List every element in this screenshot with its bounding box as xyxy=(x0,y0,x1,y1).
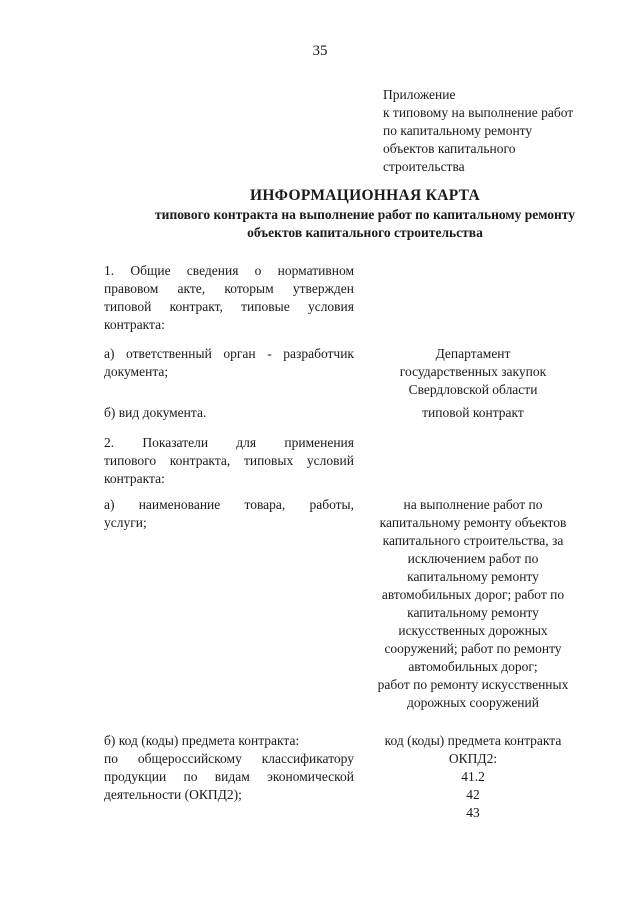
appendix-line: строительства xyxy=(383,159,465,174)
text-line: а) наименование товара, работы, xyxy=(104,497,354,512)
text-line: работ по ремонту искусственных xyxy=(377,677,569,692)
appendix-line: Приложение xyxy=(383,87,456,102)
text-line: 2. Показатели для применения xyxy=(104,435,354,450)
text-line: а) ответственный орган - разработчик xyxy=(104,346,354,361)
document-type-label xyxy=(104,404,354,422)
general-info-label xyxy=(104,262,354,334)
text-line: автомобильных дорог; работ по xyxy=(381,587,565,602)
okpd2-code: 43 xyxy=(466,805,480,820)
text-line: капитальному ремонту xyxy=(407,569,539,584)
text-line: по общероссийскому классификатору xyxy=(104,751,354,766)
indicators-label xyxy=(104,434,354,488)
text-line: б) вид документа. xyxy=(104,405,207,420)
text-line: капитальному ремонту xyxy=(407,605,539,620)
goods-name-value xyxy=(362,496,584,712)
text-line: продукции по видам экономической xyxy=(104,769,354,784)
goods-name-label xyxy=(104,496,354,532)
text-line: контракта: xyxy=(104,317,165,332)
title-sub-line: типового контракта на выполнение работ по капитальному ремонту xyxy=(155,207,575,222)
text-line: на выполнение работ по xyxy=(403,497,543,512)
text-line: б) код (коды) предмета контракта: xyxy=(104,733,300,748)
text-line: типовой контракт xyxy=(422,405,524,420)
text-line: услуги; xyxy=(104,515,147,530)
document-title xyxy=(100,186,630,242)
text-line: капитальному ремонту объектов xyxy=(379,515,567,530)
text-line: исключением работ по xyxy=(407,551,539,566)
text-line: документа; xyxy=(104,364,169,379)
text-line: сооружений; работ по ремонту xyxy=(384,641,562,656)
text-line: правовом акте, которым утвержден xyxy=(104,281,354,296)
document-type-value xyxy=(362,404,584,422)
okpd2-code: 41.2 xyxy=(461,769,485,784)
text-line: типовой контракт, типовые условия xyxy=(104,299,354,314)
subject-code-value xyxy=(362,732,584,822)
text-line: ОКПД2: xyxy=(448,751,498,766)
appendix-line: объектов капитального xyxy=(383,141,516,156)
text-line: дорожных сооружений xyxy=(407,695,539,710)
text-line: контракта: xyxy=(104,471,165,486)
responsible-body-label xyxy=(104,345,354,381)
text-line: капитального строительства, за xyxy=(382,533,564,548)
text-line: государственных закупок xyxy=(399,364,547,379)
text-line: автомобильных дорог; xyxy=(408,659,538,674)
title-main: ИНФОРМАЦИОННАЯ КАРТА xyxy=(249,187,481,204)
text-line: искусственных дорожных xyxy=(398,623,548,638)
title-sub-line: объектов капитального строительства xyxy=(247,225,483,240)
text-line: Департамент xyxy=(435,346,511,361)
text-line: 1. Общие сведения о нормативном xyxy=(104,263,354,278)
appendix-line: к типовому на выполнение работ xyxy=(383,105,574,120)
appendix-line: по капитальному ремонту xyxy=(383,123,533,138)
text-line: типового контракта, типовых условий xyxy=(104,453,354,468)
responsible-body-value xyxy=(362,345,584,399)
appendix-note xyxy=(383,86,613,176)
text-line: Свердловской области xyxy=(408,382,538,397)
page-number: 35 xyxy=(312,43,328,59)
subject-code-label xyxy=(104,732,354,804)
text-line: деятельности (ОКПД2); xyxy=(104,787,242,802)
text-line: код (коды) предмета контракта xyxy=(384,733,562,748)
okpd2-code: 42 xyxy=(466,787,480,802)
